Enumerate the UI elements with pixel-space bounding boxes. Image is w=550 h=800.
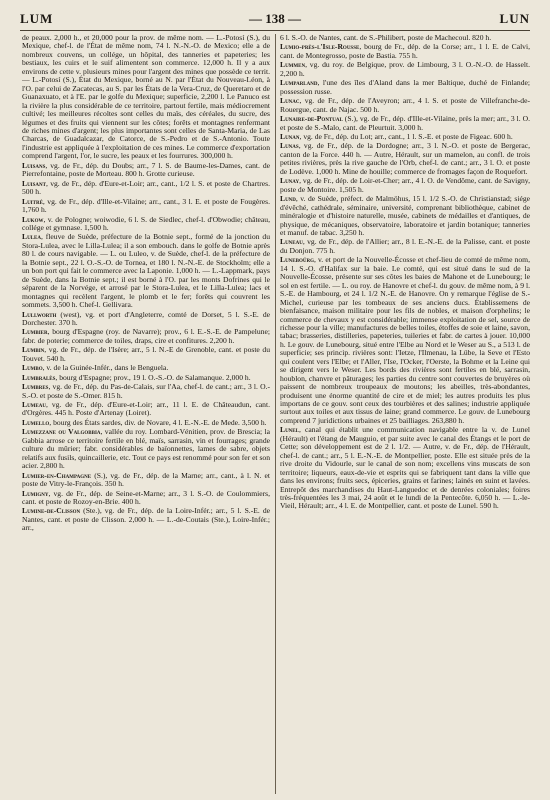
entry-headword: Lunay [280, 176, 300, 186]
entry-text: , canal qui établit une communication navigable entre la v. de Lunel (Hérault) et l'étang de Mauguio, et par suite avec le canal des Étangs et le port de Cette; son développement est de 2 l. 1/2. — Autre, v. de Fr., dép. de l'Hérault, chef-l. de cant.; arr., 5 l. E.-N.-E. de Montpellier, poste. Elle est située près de la rive droite du Vidourle, sur le canal de son nom; excellens vins muscats de son territoire; liqueurs, eaux-de-vie et esprits qui se fabriquent tant dans la ville que dans les environs; fruits secs, épiceries, grains et farines; lainés en suint et lavées. Entrepôt des marchandises du Haut-Languedoc et de denrées coloniales; foires très-fréquentées les 3 mai, 24 août et le lundi de la Pentecôte. 6,050 h. — L.-le-Vieil, Hérault; arr., 4 l. E. de Montpellier, cant. et poste de Lunel. 590 h. [280, 425, 530, 511]
dictionary-entry [22, 346, 270, 363]
page-number: — 138 — [249, 11, 301, 26]
dictionary-entry [280, 79, 530, 96]
entry-text: , vallée du roy. Lombard-Vénitien, prov. de Brescia; la Gabbia arrose ce territoire fertile en blé, maïs, sarrasin, vin et fourrages; grande culture du mûrier; fabr. considérables de baïonnettes, lames de sabre, objets relatifs aux fusils, quincaillerie, etc. Tout ce pays est renommé pour son fer et son acier. 2,800 h. [22, 427, 270, 471]
dictionary-entry [22, 401, 270, 418]
entry-headword: Lumbralès [22, 372, 56, 382]
dictionary-entry [22, 233, 270, 309]
entry-headword: Lumeau [22, 400, 46, 410]
dictionary-entry [280, 256, 530, 425]
entry-text: (S.), vg. de Fr., dép. d'Ille-et-Vilaine, près la mer; arr., 3 l. O. et poste de S.-Malo, cant. de Pleurtuit. 3,000 h. [280, 114, 530, 132]
dictionary-entry [280, 177, 530, 194]
entry-headword: Luitré [22, 196, 43, 206]
entry-headword: Lumbier [22, 327, 48, 337]
dictionary-entry [22, 34, 270, 161]
entry-headword: Lumparland [280, 78, 318, 88]
entry-text: , bourg d'Espagne (roy. de Navarre); prov., 6 l. E.-S.-E. de Pampelune; fabr. de poterie; commerce de toiles, draps, cire et confitures. 2,200 h. [22, 327, 270, 345]
entry-text: , vg. de Fr., dép. de l'Aveyron; arr., 4 l. S. et poste de Villefranche-de-Rouergue, cant. de Najac. 500 h. [280, 96, 530, 114]
dictionary-entry [280, 61, 530, 78]
entry-headword: Luisans [22, 160, 46, 170]
entry-headword: Lullworth [22, 309, 57, 319]
dictionary-entry [22, 216, 270, 233]
header-left-word: LUM [20, 11, 54, 26]
entry-headword: Lumello [22, 417, 50, 427]
entry-text: , vg. de Fr., dép. du Lot; arr., cant., 1 l. S.-E. et poste de Figeac. 600 h. [299, 131, 513, 141]
entry-headword: Luisant [22, 178, 46, 188]
entry-headword: Lunas [280, 141, 299, 151]
dictionary-entry [280, 142, 530, 176]
dictionary-entry [22, 162, 270, 179]
dictionary-entry [22, 374, 270, 382]
entry-text: , vg. de Fr., dép. de l'Allier; arr., 8 l. E.-N.-E. de la Palisse, cant. et poste du Donjon. 775 h. [280, 237, 530, 255]
entry-text: , bourg d'Espagne; prov., 19 l. O.-S.-O. de Salamanque. 2,000 h. [55, 372, 251, 382]
entry-text: , vg. de Fr., dép. du Doubs; arr., 7 l. S. de Baume-les-Dames, cant. de Pierrefontaine, poste de Morteau. 800 h. Grotte curieuse. [22, 160, 270, 179]
entry-text: de peaux. 2,000 h., et 20,000 pour la prov. de même nom. — L.-Potosí (S.), du Mexique, chef-l. de l'État de même nom, 74 l. N.-N.-O. de Mexico; elle a de nombreux couvens, un collége, un hôpital, des tanneries et papeteries; les bestiaux, les cuirs et le suif alimentent son commerce. 12,000 h. Il y a aux environs de cette v. plusieurs mines pour l'argent des mines que possède ce territ. — L.-Potosí (S.), État du Mexique, borné au N. par l'État du Nouveau-Léon, à l'O. par celui de Zacatecas, au S. par les États de la Vera-Cruz, de Queretaro et de Guanaxuato, et à l'E. par le golfe du Mexique; superficie, 2,200 l. Le Panuco est la rivière la plus considérable de ce territoire, partout fertile, mais médiocrement cultivé; les meilleures récoltes sont celles du maïs, des céréales, du sucre, des légumes et des fruits qui viennent sur les côtes; forêts et montagnes renfermant de riches mines d'argent; les plus importantes sont celles de Santa-Maria, de Las Charcas, de Guadalcazar, de Catorce, de S.-Pedro et de S.-Antonio. Toute l'industrie est appliquée à l'exploitation de ces mines. Le commerce d'exportation comprend l'argent, l'or, le sucre, les peaux et les fourrures. 300,000 h. [22, 34, 270, 161]
entry-headword: Lund [280, 194, 296, 204]
entry-text: , vg. de Fr., dép. de Loir-et-Cher; arr., 4 l. O. de Vendôme, cant. de Savigny, poste de Montoire. 1,505 h. [280, 176, 530, 194]
dictionary-entry [280, 426, 530, 511]
dictionary-entry [280, 34, 530, 42]
dictionary-entry [22, 364, 270, 372]
entry-headword: Luneau [280, 237, 303, 247]
dictionary-entry [22, 328, 270, 345]
entry-headword: Lunac [280, 96, 300, 106]
entry-headword: Lummen [280, 60, 306, 70]
entry-text: , v. de Suède, préfect. de Malmöhus, 15 l. 1/2 S.-O. de Christianstad; siége d'évêché, cathédrale, séminaire, université, comprenant bibliothèque, cabinet de minéralogie et d'histoire naturelle, musée, cabinets de médailles et d'antiques, de physique, de mécaniques, observatoire, laboratoire et jardin botanique; tanneries et manuf. de tabac. 3,250 h. [280, 194, 530, 237]
entry-headword: Lulea [22, 232, 41, 242]
entry-text: , bourg des États sardes, div. de Novare, 4 l. E.-N.-E. de Mede. 3,500 h. [49, 417, 267, 427]
dictionary-entry [280, 133, 530, 141]
entry-headword: Lunan [280, 131, 300, 141]
dictionary-entry [22, 490, 270, 507]
entry-text: , l'une des îles d'Aland dans la mer Baltique, duché de Finlande; possession russe. [280, 78, 530, 96]
entry-headword: Lumbo [22, 363, 43, 373]
column-divider [275, 34, 276, 794]
entry-headword: Lumigny [22, 488, 49, 498]
entry-text: (S.), vg. de Fr., dép. de la Marne; arr., cant., à l. N. et poste de Vitry-le-François. 350 h. [22, 470, 270, 489]
dictionary-entry [22, 507, 270, 532]
entry-text: , v. de la Guinée-Infér., dans le Benguela. [42, 363, 169, 373]
dictionary-entry [22, 419, 270, 427]
entry-text: , vg. de Fr., dép. d'Ille-et-Vilaine; arr., cant., 3 l. E. et poste de Fougères. 1,760 h. [22, 196, 270, 215]
entry-headword: Lumbin [22, 345, 45, 355]
header-right-word: LUN [499, 11, 530, 26]
entry-text: , vg. du roy. de Belgique, prov. de Limbourg, 3 l. O.-N.-O. de Hasselt. 2,200 h. [280, 60, 530, 78]
dictionary-entry [22, 428, 270, 470]
entry-text: , fleuve de Suède, préfecture de la Botnie sept., formé de la jonction du Stora-Lulea, avec le Lilla-Lulea; il a son embouch. dans le golfe de Botnie après 80 l. de cours navigable. — L. ou Luleo, v. de Suède, chef-l. de la préfecture de la Botnie sept., 22 l. O.-S.-O. de Tornea, et 180 l. N.-N.-E. de Stockholm; elle a un bon port qui fait le commerce avec la Laponie. 1,000 h. — L.-Lappmark, pays de Suède, dans la Botnie sept.; il est borné à l'O. par les monts Dofrines qui le séparent de la Norvége, et arrosé par le Stora-Lulea, et le Lilla-Lulea; lacs et montagnes qui recèlent l'argent, le plomb et le fer; forêts qui couvrent les sommets. 3,500 h. Chef-l. Gellivara. [22, 232, 270, 310]
entry-text: , vg. de Fr., dép. de Seine-et-Marne; arr., 3 l. S.-O. de Coulommiers, cant. et poste de Rozoy-en-Brie. 400 h. [22, 488, 270, 507]
entry-headword: Lumine-de-Clisson [22, 506, 81, 516]
entry-text: , vg. de Fr., dép. de la Dordogne; arr., 3 l. N.-O. et poste de Bergerac, canton de la Force. 440 h. — Autre, Hérault, sur un mamelon, au confl. de trois petites rivières, près la rive gauche de l'Orb, chef-l. de cant.; arr., 3 l. O. et poste de Lodève. 1,000 h. Mine de houille; commerce de fromages façon de Roquefort. [280, 141, 530, 176]
dictionary-entry [280, 115, 530, 132]
entry-text: , bourg de Fr., dép. de la Corse; arr., 1 l. E. de Calvi, cant. de Montegrosso, poste de Bastia. 755 h. [280, 42, 530, 60]
entry-text: , vg. de Fr., dép. d'Eure-et-Loir; arr., cant., 1/2 l. S. et poste de Chartres. 500 h. [22, 178, 270, 197]
entry-text: (west), vg. et port d'Angleterre, comté de Dorset, 5 l. S.-E. de Dorchester. 370 h. [22, 309, 270, 327]
dictionary-entry [280, 195, 530, 237]
entry-text: (Ste.), vg. de Fr., dép. de la Loire-Infér.; arr., 5 l. S.-E. de Nantes, cant. et poste de Clisson. 2,000 h. — L.-de-Coutais (Ste.), Loire-Infér.; arr., [22, 506, 270, 533]
dictionary-entry [22, 198, 270, 215]
entry-headword: Lumio-près-l'Isle-Rousse [280, 42, 360, 52]
entry-headword: Lunel [280, 425, 299, 435]
dictionary-entry [22, 472, 270, 489]
dictionary-entry [22, 383, 270, 400]
dictionary-entry [22, 180, 270, 197]
entry-headword: Lumbres [22, 382, 49, 392]
dictionary-entry [280, 238, 530, 255]
entry-text: , vg. de Fr., dép. d'Eure-et-Loir; arr., 11 l. E. de Châteaudun, cant. d'Orgères. 445 h. Poste d'Artenay (Loiret). [22, 400, 270, 418]
entry-headword: Lunaire-de-Pontual [280, 114, 343, 124]
left-column [22, 34, 270, 794]
dictionary-entry [22, 311, 270, 328]
entry-headword: Lukow [22, 214, 44, 224]
entry-headword: Luneboürg [280, 255, 314, 265]
dictionary-entry [280, 97, 530, 114]
running-header [20, 8, 530, 31]
entry-text: , v. de Pologne; woiwodie, 6 l. S. de Siedlec, chef-l. d'Obwodie; château, collége et gymnase. 1,500 h. [22, 214, 270, 232]
right-column [280, 34, 530, 794]
entry-text: , v. et port de la Nouvelle-Écosse et chef-lieu de comté de même nom, 14 l. S.-O. d'Halifax sur la baie. Le comté, qui est situé dans le sud de la Nouvelle-Écosse, présente sur ses côtes les baies de Mahone et de Lunebourg; le sol en est fertile. — L. ou roy. de Hanovre et chef-l. du gouv. de même nom, à 9 l. S.-E. de Hambourg, et 24 l. 1/2 N.-E. de Hanovre. On y remarque l'église de S.-Michel, curieuse par les tombeaux de ses anciens ducs. Établissemens de bienfaisance, maison militaire pour les fils de nobles, et maison d'orphelins; le commerce de chevaux y est considérable; immense exploitation de sel, source de richesse pour la ville; manufactures de belles toiles, étoffes de soie et laine, savon, tabac; brasseries, distilleries, papeteries, tuileries et fabr. de cartes à jouer. 10,000 h. Le gouv. de Lunebourg, situé entre l'Elbe au Nord et le Weser au S., a 513 l. de superficie; ses princip. rivières sont: l'Ietze, l'Ilmenau, la Lübe, la Seve et l'Esto qui coulent vers l'Elbe; et l'Aller, l'Ise, l'Ocker, l'Oerste, la Bohme et la Leine qui se dirigent vers le Weser. Les bords des rivières sont fertiles en blé, sarrasin, houblon, chanvre et pâturages; les parties du centre sont couvertes de bruyères où paissent de nombreux troupeaux de moutons; les abeilles, très-abondantes, produisent une énorme quantité de cire et de miel; les autres produits les plus importans de ce gouv. sont ceux des tourbières et des salines; industrie appliquée surtout aux toiles et aux tissus de laine; grand commerce. Le gouv. de Lunebourg comprend 7 juridictions urbaines et 25 bailliages. 263,880 h. [280, 255, 530, 425]
dictionary-entry [280, 43, 530, 60]
entry-text: , vg. de Fr., dép. du Pas-de-Calais, sur l'Aa, chef-l. de cant.; arr., 3 l. O.-S.-O. et poste de S.-Omer. 815 h. [22, 382, 270, 400]
entry-text: , vg. de Fr., dép. de l'Isère; arr., 5 l. N.-E de Grenoble, cant. et poste du Touvet. 540 h. [22, 345, 270, 363]
entry-text: 6 l. S.-O. de Nantes, cant. de S.-Philibert, poste de Machecoul. 820 h. [280, 34, 492, 42]
entry-headword: Lumezzane ou Valgobbia [22, 427, 101, 437]
entry-headword: Lumier-en-Champagne [22, 470, 92, 480]
